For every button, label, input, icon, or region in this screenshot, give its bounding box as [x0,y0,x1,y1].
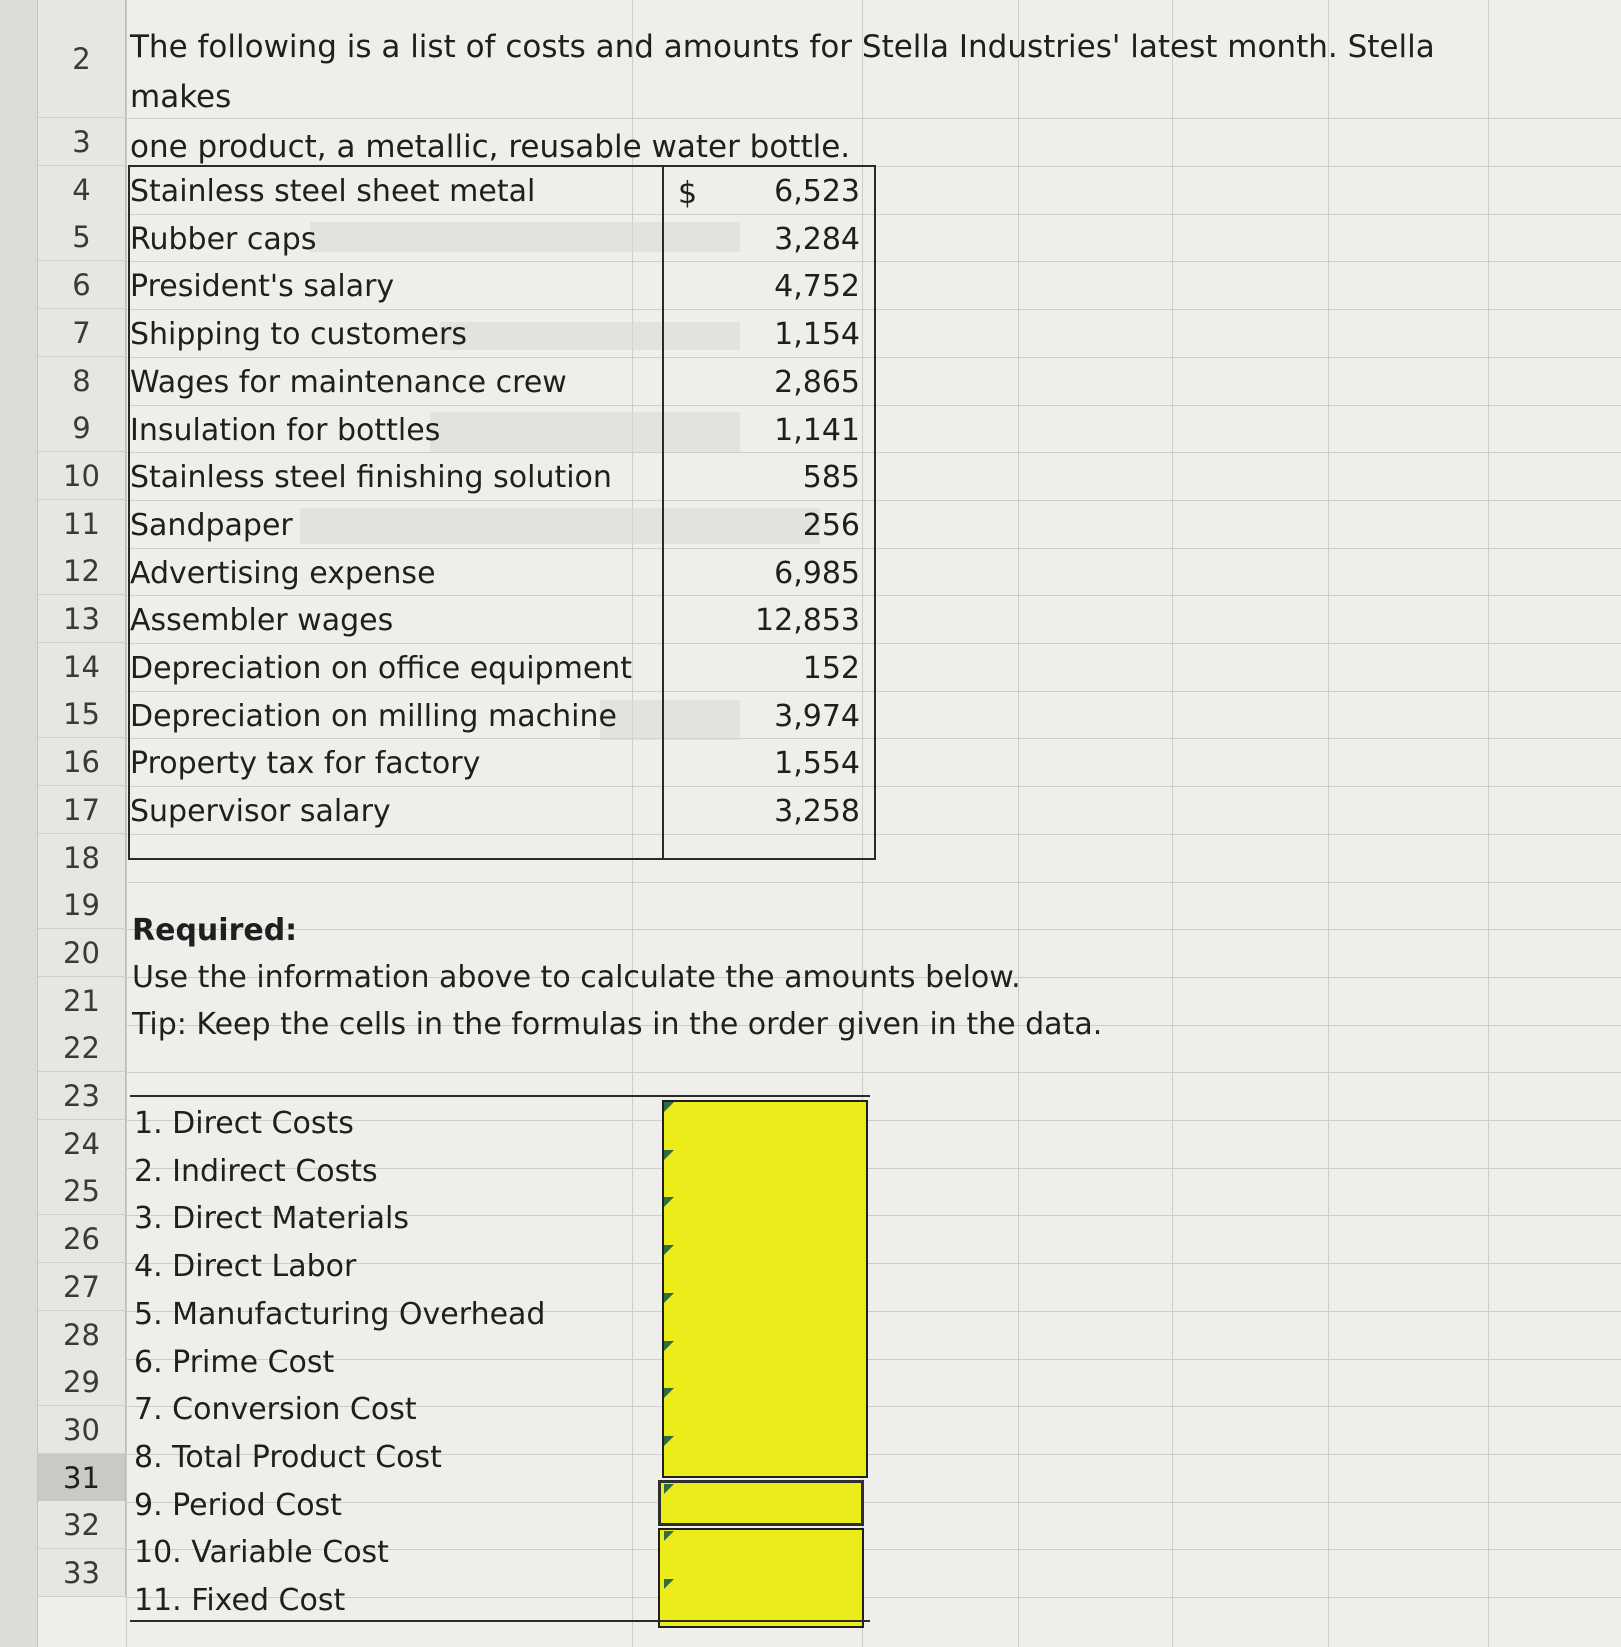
row-number: 28 [63,1317,100,1352]
row-number: 14 [63,649,100,684]
grid-col-line [1018,0,1019,1647]
cost-row[interactable] [130,357,874,405]
grid-col-line [1172,0,1173,1647]
cost-amount: 6,985 [774,556,860,591]
row-header-12[interactable] [38,547,126,595]
row-number: 13 [63,601,100,636]
intro-line-2: one product, a metallic, reusable water bottle. [130,129,851,165]
error-indicator-icon[interactable] [664,1150,674,1160]
cost-amount: 1,554 [774,746,860,781]
row-header-6[interactable] [38,261,126,309]
cost-label: Depreciation on office equipment [130,651,633,686]
row-header-20[interactable] [38,929,126,977]
row-number: 33 [63,1555,100,1590]
answer-label[interactable]: 6. Prime Cost [134,1345,335,1380]
error-indicator-icon[interactable] [664,1436,674,1446]
row-number: 8 [72,363,91,398]
grid-row-line [126,118,1621,119]
answer-label[interactable]: 5. Manufacturing Overhead [134,1297,546,1332]
row-header-2[interactable] [38,0,126,118]
intro-text[interactable] [130,22,1470,172]
row-number: 32 [63,1507,100,1542]
row-header-28[interactable] [38,1311,126,1359]
row-number: 7 [72,315,91,350]
required-heading[interactable]: Required: [132,913,298,948]
cost-row[interactable] [130,261,874,309]
row-header-15[interactable] [38,690,126,738]
currency-symbol: $ [678,176,698,211]
intro-line-1: The following is a list of costs and amounts for Stella Industries' latest month. Stella makes [130,29,1435,115]
cost-label: Sandpaper [130,508,293,543]
row-number: 27 [63,1269,100,1304]
cost-amount: 3,974 [774,699,860,734]
answer-label[interactable]: 8. Total Product Cost [134,1440,442,1475]
cost-row[interactable] [130,548,874,596]
cost-row[interactable] [130,786,874,834]
answer-input-period-cost-selected[interactable] [658,1480,864,1526]
answers-bottom-border [130,1620,870,1622]
grid-row-line [126,1072,1621,1073]
row-header-16[interactable] [38,738,126,786]
answer-input-block-1-8[interactable] [662,1100,868,1478]
cost-amount: 12,853 [755,603,860,638]
row-number: 11 [63,506,100,541]
cost-row[interactable] [130,452,874,500]
answer-label[interactable]: 3. Direct Materials [134,1201,410,1236]
error-indicator-icon[interactable] [664,1388,674,1398]
cost-amount: 2,865 [774,365,860,400]
error-indicator-icon[interactable] [664,1293,674,1303]
error-indicator-icon[interactable] [664,1245,674,1255]
row-header-14[interactable] [38,643,126,691]
row-number: 18 [63,840,100,875]
answers-top-border [130,1095,870,1097]
cost-amount: 6,523 [774,174,860,209]
cost-row[interactable] [130,405,874,453]
grid-row-line [126,1597,1621,1598]
answer-label[interactable]: 9. Period Cost [134,1488,342,1523]
row-number: 5 [72,219,91,254]
answer-input-block-10-11[interactable] [658,1528,864,1628]
cost-row[interactable] [130,214,874,262]
row-header-8[interactable] [38,357,126,405]
error-indicator-icon[interactable] [664,1102,674,1112]
required-tip[interactable]: Tip: Keep the cells in the formulas in the order given in the data. [132,1007,1103,1042]
row-header-18[interactable] [38,834,126,882]
row-header-19[interactable] [38,881,126,929]
grid-col-line [1328,0,1329,1647]
grid-col-line [1488,0,1489,1647]
cost-row[interactable] [130,595,874,643]
cost-label: Depreciation on milling machine [130,699,617,734]
cost-label: Shipping to customers [130,317,467,352]
error-indicator-icon[interactable] [664,1531,674,1541]
cost-amount: 256 [802,508,860,543]
row-header-3[interactable] [38,118,126,166]
row-number: 17 [63,792,100,827]
row-number: 22 [63,1030,100,1065]
row-header-22[interactable] [38,1024,126,1072]
row-header-32[interactable] [38,1501,126,1549]
row-number: 10 [63,458,100,493]
cost-amount: 1,154 [774,317,860,352]
cost-label: Advertising expense [130,556,436,591]
row-number: 23 [63,1078,100,1113]
row-number: 31 [63,1460,100,1495]
row-header-11[interactable] [38,500,126,548]
row-header-26[interactable] [38,1215,126,1263]
row-header-17[interactable] [38,786,126,834]
cost-amount: 3,284 [774,222,860,257]
required-instruction[interactable]: Use the information above to calculate the amounts below. [132,960,1021,995]
answer-label[interactable]: 11. Fixed Cost [134,1583,346,1618]
row-number: 25 [63,1173,100,1208]
row-header-27[interactable] [38,1263,126,1311]
row-number: 9 [72,410,91,445]
cost-label: Stainless steel finishing solution [130,460,612,495]
cost-amount: 1,141 [774,413,860,448]
row-number: 30 [63,1412,100,1447]
row-header-23[interactable] [38,1072,126,1120]
cost-row[interactable] [130,500,874,548]
cost-amount: 152 [802,651,860,686]
row-number: 21 [63,983,100,1018]
cost-row[interactable] [130,309,874,357]
grid-row-line [126,882,1621,883]
error-indicator-icon[interactable] [664,1579,674,1589]
cost-label: Wages for maintenance crew [130,365,567,400]
row-number: 29 [63,1364,100,1399]
row-header-30[interactable] [38,1406,126,1454]
row-number: 20 [63,935,100,970]
row-number: 16 [63,744,100,779]
row-number: 12 [63,553,100,588]
row-number: 3 [72,124,91,159]
cost-row[interactable] [130,643,874,691]
row-number: 2 [72,41,91,76]
row-header-9[interactable] [38,404,126,452]
row-header-21[interactable] [38,977,126,1025]
row-number: 26 [63,1221,100,1256]
answer-label[interactable]: 2. Indirect Costs [134,1154,378,1189]
row-header-5[interactable] [38,213,126,261]
cost-label: President's salary [130,269,395,304]
row-header-24[interactable] [38,1120,126,1168]
row-header-10[interactable] [38,452,126,500]
row-number: 6 [72,267,91,302]
row-header-13[interactable] [38,595,126,643]
grid-row-line [126,1502,1621,1503]
row-number: 15 [63,696,100,731]
cost-row[interactable] [130,691,874,739]
cost-label: Property tax for factory [130,746,481,781]
cost-amount: 585 [802,460,860,495]
cost-label: Assembler wages [130,603,394,638]
row-header-7[interactable] [38,309,126,357]
left-strip [0,0,38,1647]
row-header-31[interactable] [38,1454,126,1502]
answer-label[interactable]: 4. Direct Labor [134,1249,357,1284]
error-indicator-icon[interactable] [664,1197,674,1207]
cost-row[interactable] [130,738,874,786]
row-header-29[interactable] [38,1358,126,1406]
row-header-4[interactable] [38,166,126,214]
answer-label[interactable]: 1. Direct Costs [134,1106,354,1141]
row-number: 4 [72,172,91,207]
row-header-25[interactable] [38,1167,126,1215]
grid-col-line [126,0,127,1647]
cost-label: Rubber caps [130,222,317,257]
cost-amount: 4,752 [774,269,860,304]
grid-row-line [126,1359,1621,1360]
cost-label: Insulation for bottles [130,413,441,448]
cost-label: Supervisor salary [130,794,391,829]
answer-label[interactable]: 7. Conversion Cost [134,1392,417,1427]
row-header-33[interactable] [38,1549,126,1597]
error-indicator-icon[interactable] [664,1341,674,1351]
grid-row-line [126,929,1621,930]
cost-amount: 3,258 [774,794,860,829]
error-indicator-icon[interactable] [664,1484,674,1494]
cost-label: Stainless steel sheet metal [130,174,536,209]
answer-label[interactable]: 10. Variable Cost [134,1535,389,1570]
cost-row[interactable] [130,166,874,214]
row-number: 24 [63,1126,100,1161]
row-number: 19 [63,887,100,922]
